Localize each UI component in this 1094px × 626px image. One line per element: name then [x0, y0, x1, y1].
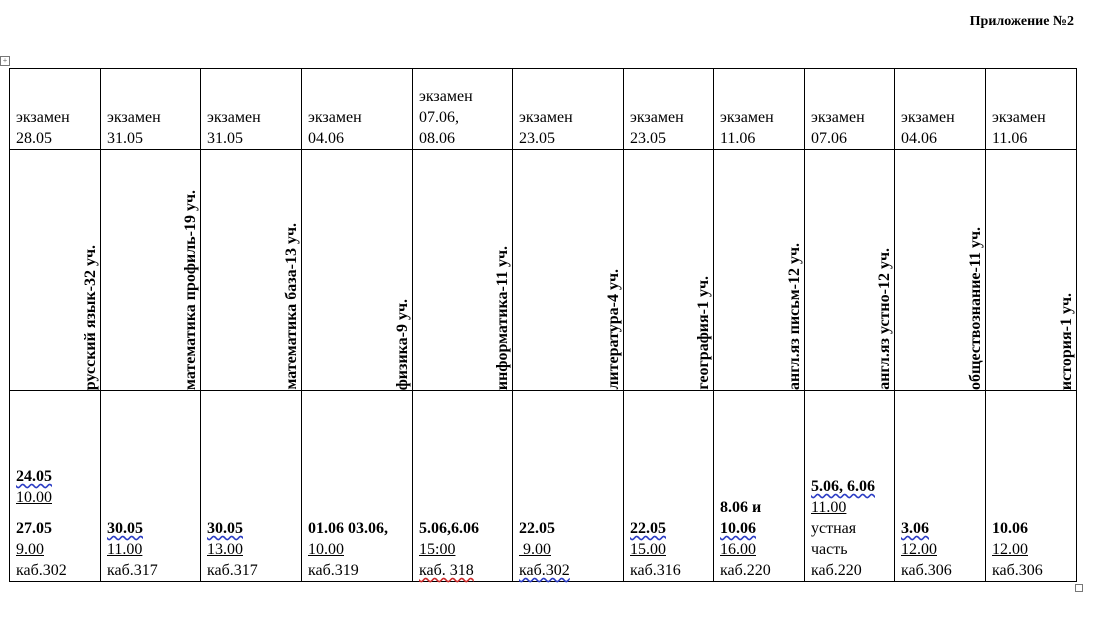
consultation-line-text: каб.306: [901, 562, 952, 579]
consultation-line-text: 13.00: [207, 541, 243, 558]
subject-label: англ.яз устно-12 уч.: [876, 248, 893, 390]
consultation-cell[interactable]: [413, 391, 513, 582]
subject-label: литература-4 уч.: [605, 269, 622, 390]
consultation-line-text: 11.00: [107, 541, 143, 558]
subject-cell[interactable]: [714, 150, 805, 391]
exam-date-text: экзамен 07.06: [811, 109, 865, 147]
consultation-line-text: каб.316: [630, 562, 681, 579]
consultation-line: [901, 539, 979, 560]
subject-label: математика база-13 уч.: [283, 223, 300, 390]
exam-date-row: [10, 69, 1077, 150]
subject-label: информатика-11 уч.: [494, 245, 511, 390]
consultation-line: [16, 539, 94, 560]
consultation-line-text: 01.06 03.06,: [308, 520, 388, 537]
consultation-line: [630, 518, 707, 539]
exam-date-cell[interactable]: [805, 69, 895, 150]
consultation-line: [519, 560, 617, 581]
consultation-line: [811, 560, 888, 581]
subject-label: физика-9 уч.: [394, 298, 411, 390]
subject-label: обществознание-11 уч.: [967, 227, 984, 390]
consultation-line: [519, 518, 617, 539]
consultation-line: [16, 560, 94, 581]
consultation-line: [630, 539, 707, 560]
spacer: [16, 508, 94, 518]
consultation-line: [207, 518, 295, 539]
subject-label: история-1 уч.: [1058, 292, 1075, 390]
table-resize-handle[interactable]: [1075, 584, 1083, 592]
consultation-line: [811, 539, 888, 560]
exam-date-text: экзамен 04.06: [308, 109, 362, 147]
appendix-label: Приложение №2: [969, 14, 1074, 29]
consultation-line-text: 3.06: [901, 520, 929, 537]
consultation-line-text: 10.06: [720, 520, 756, 537]
consultation-line: [630, 560, 707, 581]
subject-cell[interactable]: [302, 150, 413, 391]
consultation-line: [811, 476, 888, 497]
consultation-line-text: 11.00: [811, 499, 847, 516]
exam-date-cell[interactable]: [714, 69, 805, 150]
exam-date-text: экзамен 11.06: [720, 109, 774, 147]
consultation-line: [16, 487, 94, 508]
consultation-line-text: 24.05: [16, 468, 52, 485]
consultation-line: [992, 518, 1070, 539]
consultation-line-text: 5.06,6.06: [419, 520, 479, 537]
consultation-cell[interactable]: [302, 391, 413, 582]
exam-date-text: экзамен 07.06, 08.06: [419, 88, 473, 147]
consultation-cell[interactable]: [895, 391, 986, 582]
table-move-handle[interactable]: +: [0, 56, 10, 66]
consultation-line-text: 10.06: [992, 520, 1028, 537]
consultation-line: [308, 539, 406, 560]
consultation-cell[interactable]: [101, 391, 201, 582]
exam-schedule-table: [9, 68, 1077, 582]
consultation-line-text: 10.00: [16, 489, 52, 506]
consultation-line-text: 9.00: [16, 541, 44, 558]
consultation-row: [10, 391, 1077, 582]
consultation-line-text: 16.00: [720, 541, 756, 558]
consultation-line-text: 10.00: [308, 541, 344, 558]
exam-date-text: экзамен 31.05: [107, 109, 161, 147]
consultation-line: [811, 497, 888, 518]
exam-date-cell[interactable]: [10, 69, 101, 150]
exam-date-cell[interactable]: [986, 69, 1077, 150]
exam-date-text: экзамен 23.05: [630, 109, 684, 147]
consultation-line-text: 22.05: [519, 520, 555, 537]
consultation-line-text: каб.302: [519, 562, 570, 579]
exam-date-cell[interactable]: [201, 69, 302, 150]
subject-cell[interactable]: [10, 150, 101, 391]
consultation-line: [207, 560, 295, 581]
subject-label: география-1 уч.: [695, 276, 712, 390]
subject-cell[interactable]: [513, 150, 624, 391]
subject-label: математика профиль-19 уч.: [182, 190, 199, 390]
consultation-line: [16, 518, 94, 539]
consultation-line-text: устная: [811, 520, 857, 537]
subject-cell[interactable]: [201, 150, 302, 391]
consultation-line: [992, 560, 1070, 581]
consultation-line: [519, 539, 617, 560]
consultation-line: [107, 560, 194, 581]
consultation-line: [720, 560, 798, 581]
consultation-cell[interactable]: [624, 391, 714, 582]
consultation-line-text: каб. 318: [419, 562, 474, 579]
subject-cell[interactable]: [413, 150, 513, 391]
consultation-line-text: 15.00: [630, 541, 666, 558]
subject-cell[interactable]: [805, 150, 895, 391]
consultation-line-text: каб.306: [992, 562, 1043, 579]
exam-date-text: экзамен 28.05: [16, 109, 70, 147]
consultation-line-text: каб.319: [308, 562, 359, 579]
exam-date-text: экзамен 31.05: [207, 109, 261, 147]
subject-cell[interactable]: [986, 150, 1077, 391]
consultation-line-text: каб.302: [16, 562, 67, 579]
consultation-line: [308, 560, 406, 581]
exam-date-text: экзамен 04.06: [901, 109, 955, 147]
consultation-cell[interactable]: [201, 391, 302, 582]
consultation-line: [720, 497, 798, 518]
subject-cell[interactable]: [895, 150, 986, 391]
consultation-cell[interactable]: [986, 391, 1077, 582]
consultation-line-text: 12.00: [992, 541, 1028, 558]
consultation-line-text: 8.06 и: [720, 499, 762, 516]
subject-cell[interactable]: [101, 150, 201, 391]
consultation-line: [992, 539, 1070, 560]
consultation-line-text: 30.05: [207, 520, 243, 537]
consultation-line: [16, 466, 94, 487]
exam-date-cell[interactable]: [895, 69, 986, 150]
consultation-line: [107, 539, 194, 560]
exam-date-cell[interactable]: [302, 69, 413, 150]
subject-label: русский язык-32 уч.: [82, 244, 99, 390]
exam-date-text: экзамен 23.05: [519, 109, 573, 147]
consultation-line-text: часть: [811, 541, 848, 558]
consultation-cell[interactable]: [513, 391, 624, 582]
consultation-line-text: 30.05: [107, 520, 143, 537]
consultation-line: [207, 539, 295, 560]
consultation-line: [419, 560, 506, 581]
consultation-line: [107, 518, 194, 539]
consultation-line: [720, 539, 798, 560]
exam-date-text: экзамен 11.06: [992, 109, 1046, 147]
consultation-line-text: 9.00: [519, 541, 551, 558]
consultation-cell[interactable]: [714, 391, 805, 582]
consultation-line-text: каб.317: [107, 562, 158, 579]
consultation-cell[interactable]: [805, 391, 895, 582]
consultation-line-text: 15:00: [419, 541, 456, 558]
exam-date-cell[interactable]: [101, 69, 201, 150]
consultation-line: [720, 518, 798, 539]
consultation-line-text: 27.05: [16, 520, 52, 537]
exam-date-cell[interactable]: [513, 69, 624, 150]
subject-row: [10, 150, 1077, 391]
consultation-line: [811, 518, 888, 539]
consultation-line-text: каб.220: [720, 562, 771, 579]
consultation-cell[interactable]: [10, 391, 101, 582]
consultation-line-text: 22.05: [630, 520, 666, 537]
consultation-line-text: 5.06, 6.06: [811, 478, 875, 495]
consultation-line: [901, 560, 979, 581]
consultation-line-text: каб.220: [811, 562, 862, 579]
consultation-line: [901, 518, 979, 539]
consultation-line-text: каб.317: [207, 562, 258, 579]
subject-cell[interactable]: [624, 150, 714, 391]
consultation-line: [308, 518, 406, 539]
exam-date-cell[interactable]: [413, 69, 513, 150]
exam-date-cell[interactable]: [624, 69, 714, 150]
consultation-line: [419, 539, 506, 560]
consultation-line-text: 12.00: [901, 541, 937, 558]
subject-label: англ.яз письм-12 уч.: [786, 243, 803, 390]
consultation-line: [419, 518, 506, 539]
